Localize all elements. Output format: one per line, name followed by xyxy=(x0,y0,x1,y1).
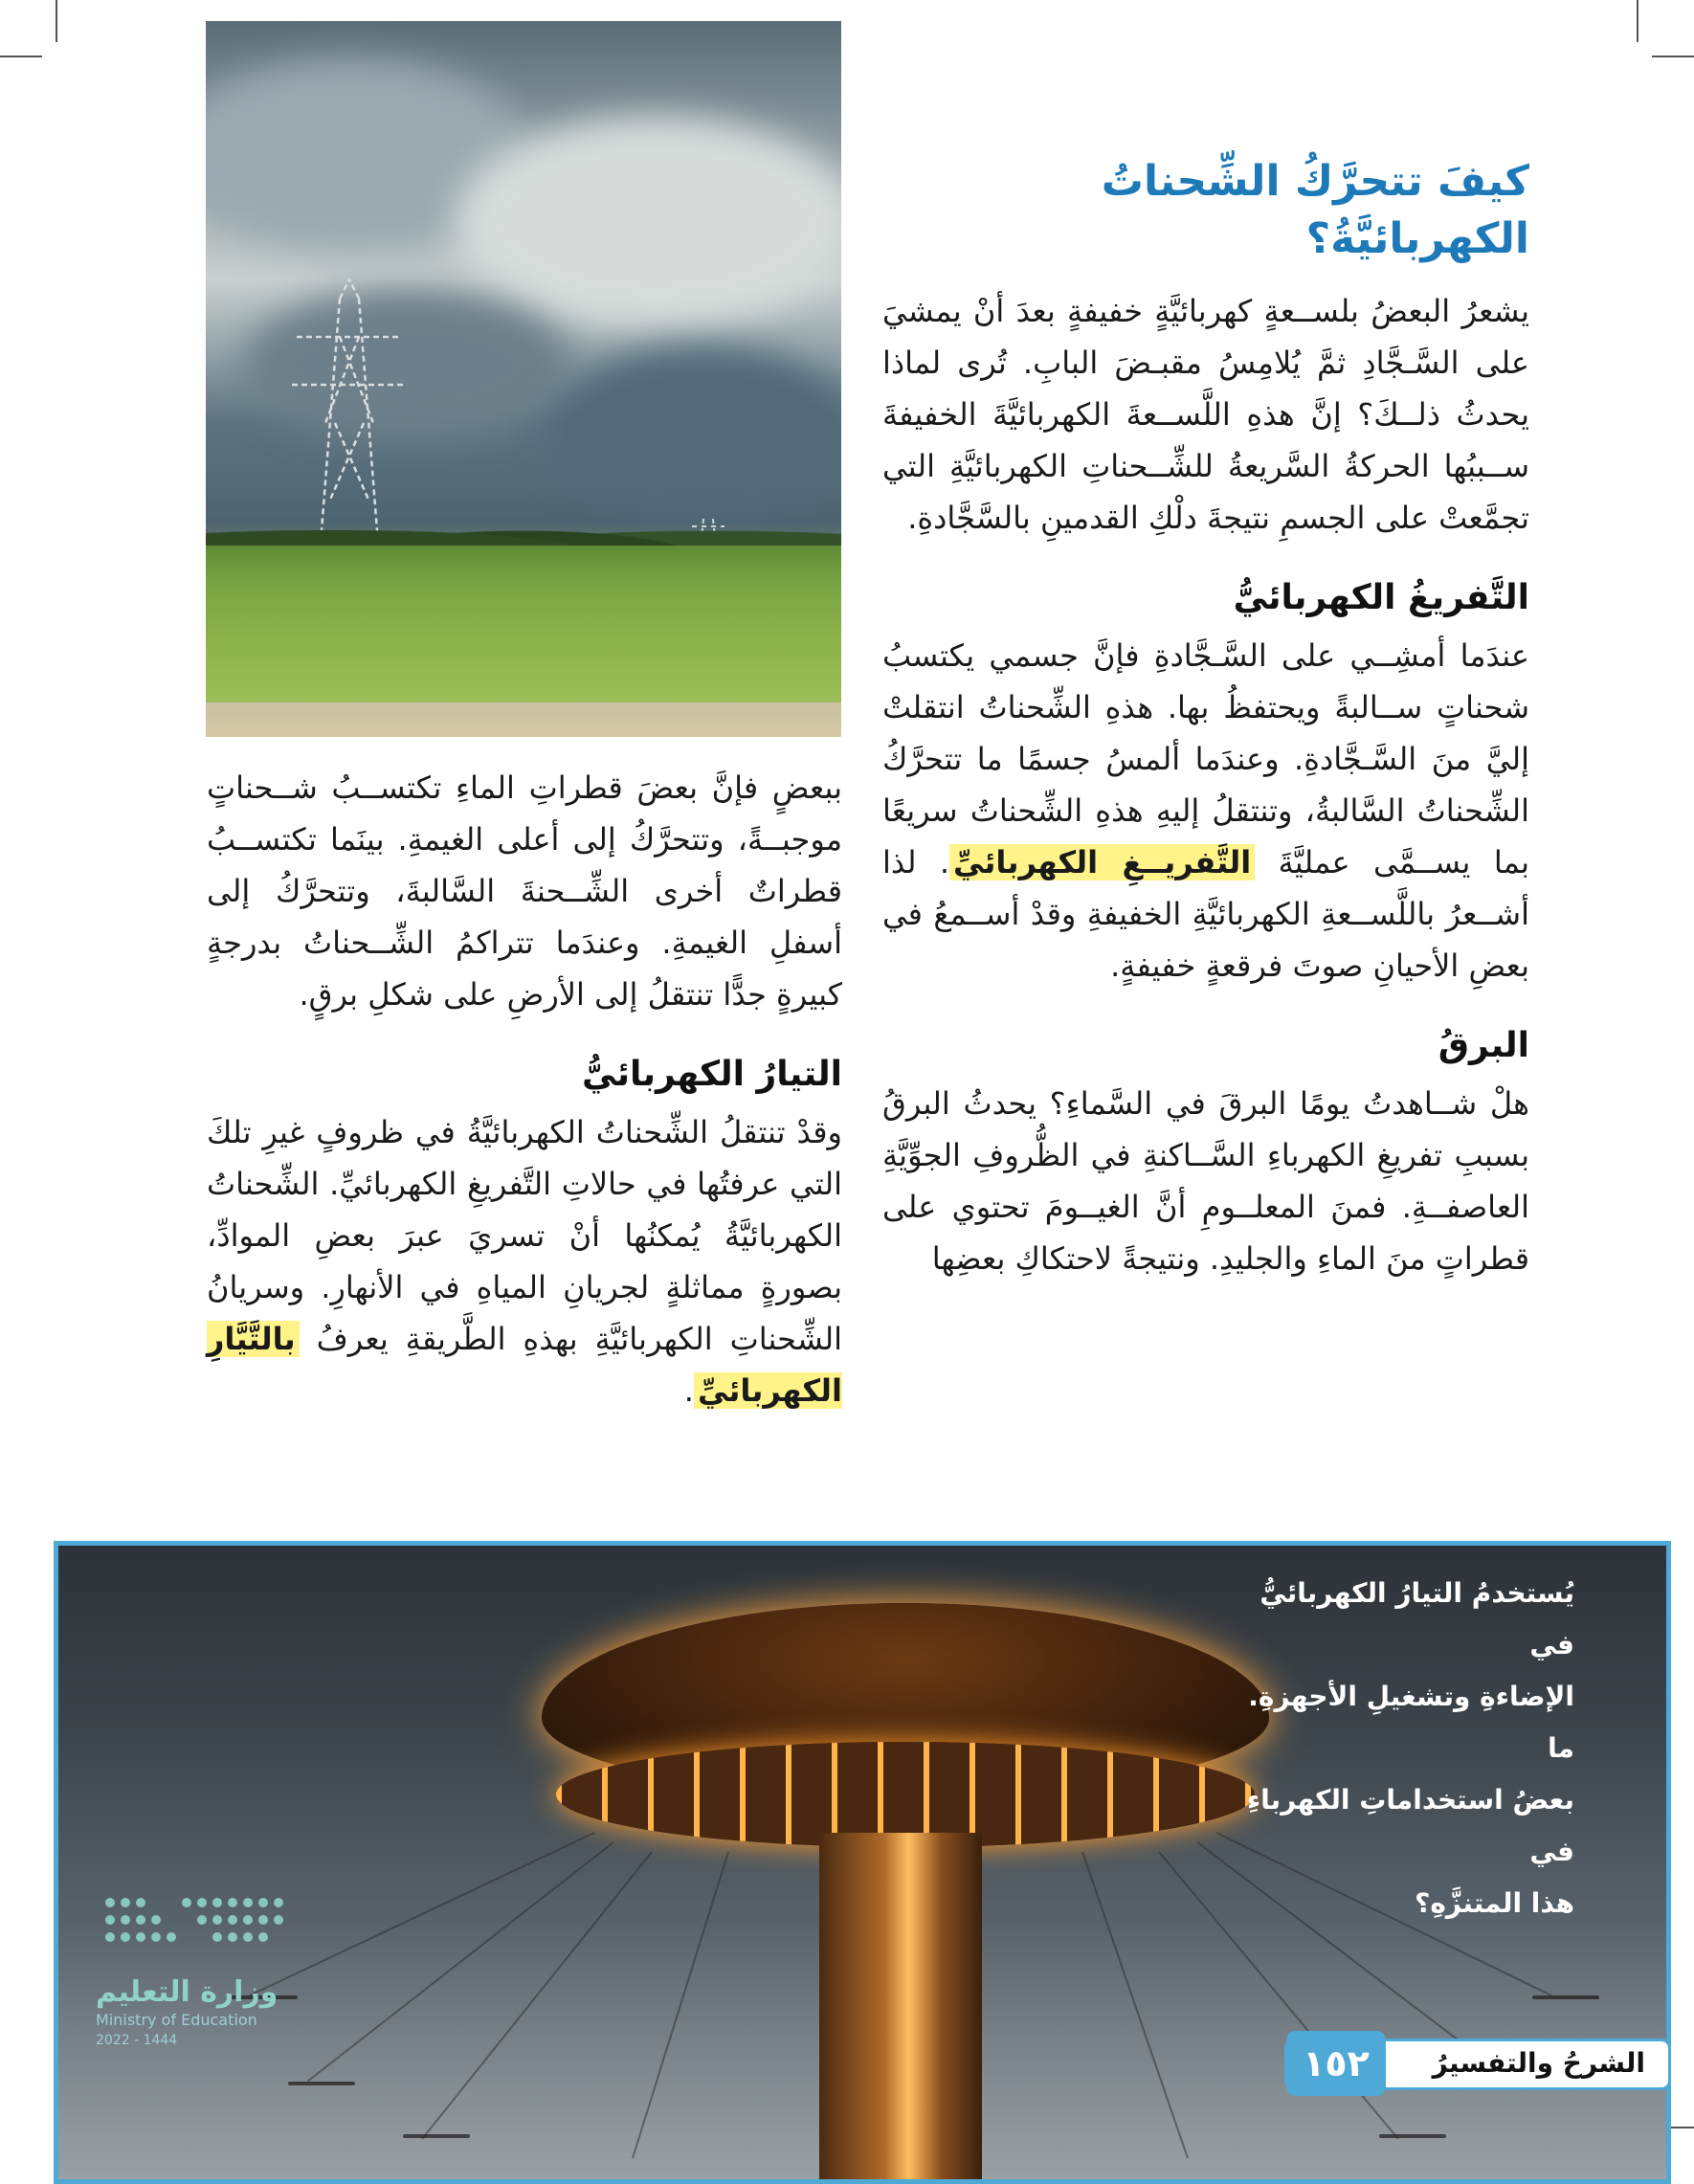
discharge-text-after: . لذا أشــعرُ باللَّســعةِ الكهربائيَّةِ الخفيفةِ وقدْ أســمعُ في بعضِ الأحيانِ صوتَ فرقعةٍ خفيفةٍ. xyxy=(882,844,1529,984)
photo-caption xyxy=(1220,1568,1574,1929)
caption-line: يُستخدمُ التيارُ الكهربائيُّ في xyxy=(1259,1577,1574,1660)
lesson-title: كيفَ تتحرَّكُ الشِّحناتُ الكهربائيَّةُ؟ xyxy=(1101,157,1529,263)
current-text-before: وقدْ تنتقلُ الشِّحناتُ الكهربائيَّةُ في ظروفٍ غيرِ تلكَ التي عرفتُها في حالاتِ التَّفريغِ الكهربائيِّ. الشِّحناتُ الكهربائيَّةُ يُمكنُها أنْ تسريَ عبرَ بعضِ الموادِّ، بصورةٍ مماثلةٍ لجريانِ المياهِ في الأنهارِ. وسريانُ الشِّحناتِ الكهربائيَّةِ بهذهِ الطَّريقةِ يعرفُ xyxy=(207,1114,843,1357)
lightning-paragraph: هلْ شــاهدتُ يومًا البرقَ في السَّماءِ؟ يحدثُ البرقُ بسببِ تفريغِ الكهرباءِ السَّــاكنةِ في الظُّروفِ الجوِّيَّةِ العاصفــةِ. فمنَ المعلــومِ أنَّ الغيــومَ تحتوي على قطراتٍ منَ الماءِ والجليدِ. ونتيجةً لاحتكاكِ بعضِها xyxy=(882,1085,1529,1277)
lightning-heading: البرقُ xyxy=(1438,1026,1529,1065)
swing-seat xyxy=(288,2082,355,2085)
caption-line: بعضُ استخداماتِ الكهرباءِ في xyxy=(1246,1784,1574,1867)
left-column xyxy=(207,762,842,1416)
current-paragraph xyxy=(207,1106,842,1416)
caption-line: هذا المتنزَّهِ؟ xyxy=(1415,1887,1574,1919)
discharge-term-highlight: التَّفريــغِ الكهربائيِّ xyxy=(949,844,1255,880)
intro-paragraph: يشعرُ البعضُ بلســعةٍ كهربائيَّةٍ خفيفةٍ بعدَ أنْ يمشيَ على السَّـجَّادِ ثمَّ يُلامِسُ مقبـضَ البابِ. تُرى لماذا يحدثُ ذلــكَ؟ إنَّ هذهِ اللَّســعةَ الكهربائيَّةَ الخفيفةَ ســببُها الحركةُ السَّريعةُ للشِّــحناتِ الكهربائيَّةِ التي تجمَّعتْ على الجسمِ نتيجةَ دلْكِ القدمينِ بالسَّجَّادةِ. xyxy=(882,293,1529,536)
discharge-heading: التَّفريغُ الكهربائيُّ xyxy=(1233,578,1529,617)
swing-seat xyxy=(1379,2134,1446,2138)
page-number: ١٥٢ xyxy=(1286,2031,1386,2096)
crop-mark xyxy=(1652,56,1694,57)
lightning-landscape-photo xyxy=(206,21,841,737)
swing-seat xyxy=(1532,1995,1599,1999)
ministry-year: 2022 - 1444 xyxy=(96,2033,178,2048)
current-term-highlight: بالتَّيَّارِ الكهربائيِّ xyxy=(207,1321,842,1409)
lightning-continued-paragraph: ببعضٍ فإنَّ بعضَ قطراتِ الماءِ تكتســبُ شــحناتٍ موجبــةً، وتتحرَّكُ إلى أعلى الغيمةِ. بينَما تكتســبُ قطراتٌ أخرى الشِّــحنةَ السَّالبةَ، وتتحرَّكُ إلى أسفلِ الغيمةِ. وعندَما تتراكمُ الشِّــحناتُ بدرجةٍ كبيرةٍ جدًّا تنتقلُ إلى الأرضِ على شكلِ برقٍ. xyxy=(207,769,842,1013)
swing-seat xyxy=(403,2134,470,2138)
crop-mark xyxy=(56,0,57,42)
discharge-paragraph xyxy=(882,630,1529,992)
current-text-after: . xyxy=(683,1372,694,1409)
ministry-name-en: Ministry of Education xyxy=(96,2011,257,2029)
caption-line: الإضاءةِ وتشغيلِ الأجهزةِ. ما xyxy=(1248,1681,1574,1764)
section-label: الشرحُ والتفسيرُ xyxy=(1432,2047,1645,2079)
crop-mark xyxy=(0,56,42,57)
dirt-path xyxy=(206,702,841,737)
right-column xyxy=(882,153,1529,1284)
current-heading: التيارُ الكهربائيُّ xyxy=(582,1055,842,1094)
discharge-text-before: عندَما أمشِــي على السَّـجَّادةِ فإنَّ جسمي يكتسبُ شحناتٍ ســالبةً ويحتفظُ بها. هذهِ الشِّحناتُ انتقلتْ إليَّ منَ السَّـجَّادةِ. وعندَما ألمسُ جسمًا ما تتحرَّكُ الشِّحناتُ السَّالبةُ، وتنتقلُ إليهِ هذهِ الشِّحناتُ سريعًا بما يســمَّى عمليَّةَ xyxy=(882,637,1529,880)
crop-mark xyxy=(1637,0,1638,42)
ministry-name-ar: وزارة التعليم xyxy=(96,1975,279,2009)
